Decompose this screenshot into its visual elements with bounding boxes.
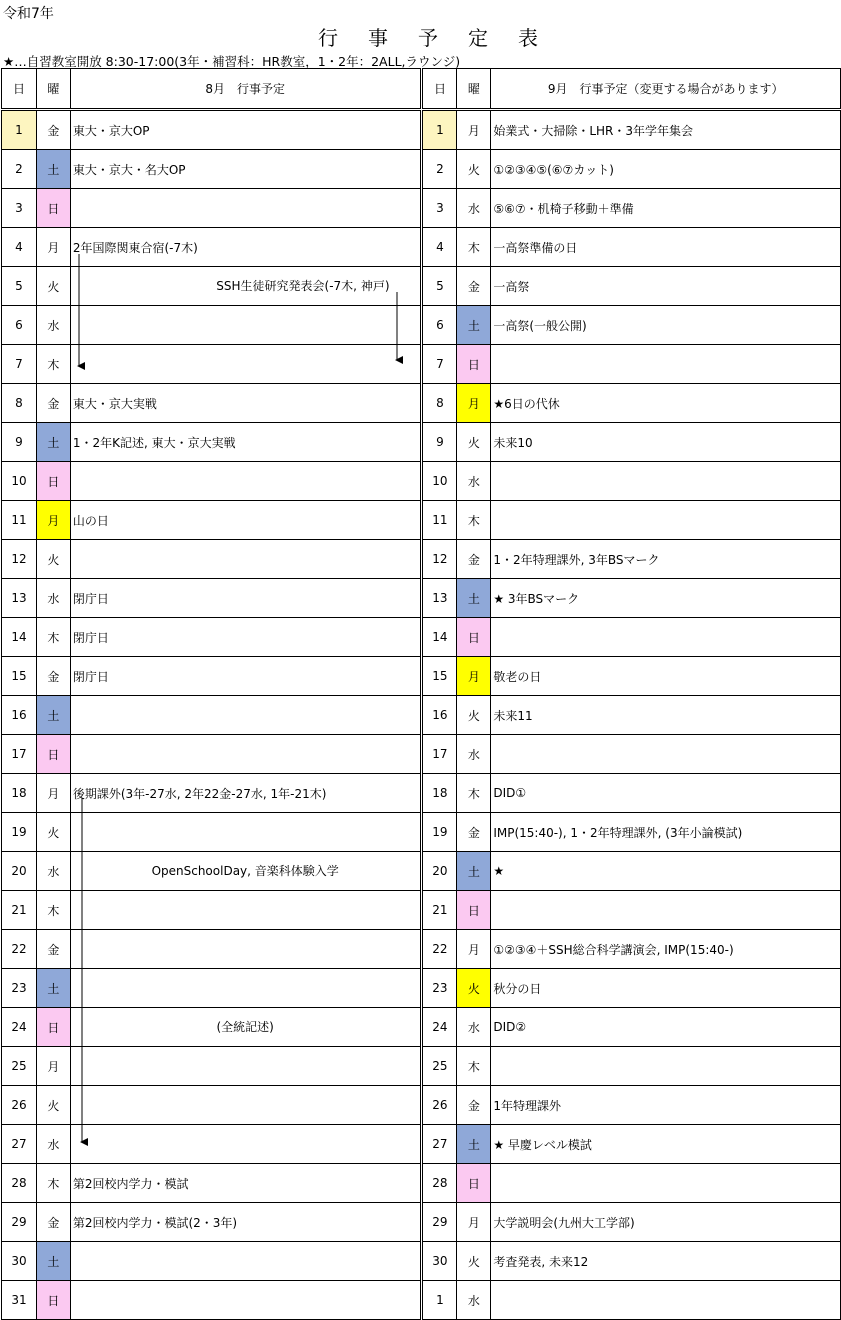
sep-day-cell: 22 xyxy=(423,930,457,969)
aug-event-text: (全統記述) xyxy=(216,1020,274,1034)
aug-weekday-cell: 月 xyxy=(36,501,70,540)
sep-weekday-cell: 月 xyxy=(457,1203,491,1242)
aug-day-cell: 6 xyxy=(2,306,37,345)
table-row xyxy=(2,501,841,540)
sep-event-cell xyxy=(491,1281,841,1320)
table-row xyxy=(2,423,841,462)
aug-event-cell xyxy=(70,1047,420,1086)
sep-event-cell: 始業式・大掃除・LHR・3年学年集会 xyxy=(491,110,841,150)
sep-day-cell: 27 xyxy=(423,1125,457,1164)
sep-weekday-cell: 火 xyxy=(457,1242,491,1281)
aug-event-text: 2年国際関東合宿(-7木) xyxy=(72,240,198,255)
aug-event-cell xyxy=(70,579,420,618)
aug-weekday-cell: 火 xyxy=(36,813,70,852)
sep-weekday-cell: 木 xyxy=(457,1047,491,1086)
sep-day-cell: 6 xyxy=(423,306,457,345)
sep-weekday-cell: 土 xyxy=(457,579,491,618)
sep-weekday-cell: 金 xyxy=(457,813,491,852)
sep-weekday-cell: 土 xyxy=(457,306,491,345)
sep-event-cell: 大学説明会(九州大工学部) xyxy=(491,1203,841,1242)
sep-event-cell xyxy=(491,1164,841,1203)
table-row xyxy=(2,306,841,345)
aug-day-cell: 27 xyxy=(2,1125,37,1164)
sep-weekday-cell: 金 xyxy=(457,540,491,579)
table-row xyxy=(2,1242,841,1281)
aug-event-cell xyxy=(70,462,420,501)
sep-weekday-cell: 水 xyxy=(457,1281,491,1320)
aug-weekday-cell: 土 xyxy=(36,150,70,189)
aug-event-text: 後期課外(3年-27水, 2年22金-27水, 1年-21木) xyxy=(72,786,327,801)
aug-weekday-cell: 木 xyxy=(36,891,70,930)
table-row xyxy=(2,1125,841,1164)
aug-event-text: 1・2年K記述, 東大・京大実戦 xyxy=(72,435,236,450)
aug-day-cell: 31 xyxy=(2,1281,37,1320)
aug-weekday-cell: 火 xyxy=(36,267,70,306)
sep-weekday-cell: 木 xyxy=(457,774,491,813)
aug-event-cell xyxy=(70,1125,420,1164)
aug-event-text: 第2回校内学力・模試(2・3年) xyxy=(72,1215,238,1230)
aug-weekday-cell: 水 xyxy=(36,1125,70,1164)
table-row xyxy=(2,228,841,267)
sep-event-cell: 一高祭準備の日 xyxy=(491,228,841,267)
aug-weekday-cell: 木 xyxy=(36,1164,70,1203)
sep-day-cell: 24 xyxy=(423,1008,457,1047)
sep-event-cell xyxy=(491,345,841,384)
sep-day-cell: 10 xyxy=(423,462,457,501)
sep-weekday-cell: 月 xyxy=(457,110,491,150)
aug-event-cell xyxy=(70,969,420,1008)
aug-day-cell: 24 xyxy=(2,1008,37,1047)
aug-event-text: 閉庁日 xyxy=(72,591,109,606)
aug-day-cell: 25 xyxy=(2,1047,37,1086)
sep-event-cell: ①②③④⑤(⑥⑦カット) xyxy=(491,150,841,189)
aug-day-cell: 16 xyxy=(2,696,37,735)
table-row xyxy=(2,618,841,657)
sep-day-cell: 2 xyxy=(423,150,457,189)
sep-weekday-cell: 火 xyxy=(457,423,491,462)
sep-day-cell: 14 xyxy=(423,618,457,657)
sep-day-cell: 25 xyxy=(423,1047,457,1086)
sep-day-cell: 20 xyxy=(423,852,457,891)
aug-day-cell: 12 xyxy=(2,540,37,579)
sep-weekday-cell: 日 xyxy=(457,618,491,657)
table-row xyxy=(2,579,841,618)
aug-weekday-cell: 日 xyxy=(36,1281,70,1320)
sep-event-cell: 1年特理課外 xyxy=(491,1086,841,1125)
aug-weekday-cell: 金 xyxy=(36,1203,70,1242)
table-row xyxy=(2,657,841,696)
aug-day-cell: 9 xyxy=(2,423,37,462)
aug-day-cell: 30 xyxy=(2,1242,37,1281)
sep-day-cell: 12 xyxy=(423,540,457,579)
aug-event-cell xyxy=(70,618,420,657)
sep-weekday-cell: 金 xyxy=(457,1086,491,1125)
table-row xyxy=(2,1281,841,1320)
aug-weekday-cell: 月 xyxy=(36,228,70,267)
table-row xyxy=(2,852,841,891)
sep-event-cell: IMP(15:40-), 1・2年特理課外, (3年小論模試) xyxy=(491,813,841,852)
aug-day-cell: 20 xyxy=(2,852,37,891)
sep-weekday-cell: 水 xyxy=(457,189,491,228)
sep-day-cell: 30 xyxy=(423,1242,457,1281)
sep-weekday-cell: 月 xyxy=(457,930,491,969)
sep-weekday-cell: 火 xyxy=(457,969,491,1008)
sep-event-cell xyxy=(491,1047,841,1086)
sep-weekday-cell: 水 xyxy=(457,1008,491,1047)
aug-day-cell: 19 xyxy=(2,813,37,852)
table-row xyxy=(2,813,841,852)
table-row xyxy=(2,462,841,501)
sep-weekday-cell: 金 xyxy=(457,267,491,306)
aug-event-text: 第2回校内学力・模試 xyxy=(72,1176,189,1191)
aug-weekday-header: 曜 xyxy=(36,69,70,110)
aug-day-cell: 14 xyxy=(2,618,37,657)
aug-weekday-cell: 土 xyxy=(36,696,70,735)
sep-weekday-cell: 水 xyxy=(457,735,491,774)
sep-day-cell: 8 xyxy=(423,384,457,423)
sep-day-header: 日 xyxy=(423,69,457,110)
sep-day-cell: 7 xyxy=(423,345,457,384)
aug-weekday-cell: 水 xyxy=(36,306,70,345)
table-row xyxy=(2,1086,841,1125)
aug-day-cell: 22 xyxy=(2,930,37,969)
aug-event-cell xyxy=(70,891,420,930)
sep-day-cell: 17 xyxy=(423,735,457,774)
aug-weekday-cell: 木 xyxy=(36,345,70,384)
aug-day-header: 日 xyxy=(2,69,37,110)
sep-weekday-cell: 日 xyxy=(457,891,491,930)
aug-event-cell xyxy=(70,1086,420,1125)
aug-event-text: 閉庁日 xyxy=(72,630,109,645)
aug-weekday-cell: 金 xyxy=(36,657,70,696)
aug-event-cell xyxy=(70,696,420,735)
aug-event-cell xyxy=(70,813,420,852)
sep-day-cell: 3 xyxy=(423,189,457,228)
table-row xyxy=(2,540,841,579)
page-title: 行事予定表 xyxy=(318,26,568,50)
aug-weekday-cell: 土 xyxy=(36,1242,70,1281)
aug-weekday-cell: 木 xyxy=(36,618,70,657)
aug-day-cell: 1 xyxy=(2,110,37,150)
aug-events-header: 8月 行事予定 xyxy=(70,69,420,110)
aug-day-cell: 29 xyxy=(2,1203,37,1242)
aug-weekday-cell: 金 xyxy=(36,930,70,969)
aug-event-cell xyxy=(70,345,420,384)
sep-day-cell: 21 xyxy=(423,891,457,930)
aug-event-text: 東大・京大・名大OP xyxy=(72,162,186,177)
header-row xyxy=(2,69,841,110)
aug-weekday-cell: 水 xyxy=(36,579,70,618)
aug-weekday-cell: 月 xyxy=(36,774,70,813)
sep-event-cell xyxy=(491,501,841,540)
table-row xyxy=(2,1164,841,1203)
sep-weekday-cell: 土 xyxy=(457,1125,491,1164)
table-row xyxy=(2,384,841,423)
aug-day-cell: 8 xyxy=(2,384,37,423)
sep-weekday-cell: 月 xyxy=(457,657,491,696)
aug-event-cell xyxy=(70,267,420,306)
aug-weekday-cell: 火 xyxy=(36,1086,70,1125)
aug-event-cell xyxy=(70,423,420,462)
table-row xyxy=(2,735,841,774)
aug-event-text: OpenSchoolDay, 音楽科体験入学 xyxy=(151,864,339,878)
aug-weekday-cell: 月 xyxy=(36,1047,70,1086)
sep-event-cell: ★ 3年BSマーク xyxy=(491,579,841,618)
sep-day-cell: 1 xyxy=(423,1281,457,1320)
sep-day-cell: 23 xyxy=(423,969,457,1008)
table-row xyxy=(2,1203,841,1242)
sep-event-cell: 秋分の日 xyxy=(491,969,841,1008)
sep-weekday-cell: 木 xyxy=(457,501,491,540)
sep-weekday-header: 曜 xyxy=(457,69,491,110)
aug-event-cell xyxy=(70,1164,420,1203)
sep-day-cell: 11 xyxy=(423,501,457,540)
aug-event-cell xyxy=(70,501,420,540)
aug-weekday-cell: 金 xyxy=(36,384,70,423)
aug-event-cell xyxy=(70,852,420,891)
table-row xyxy=(2,267,841,306)
sep-weekday-cell: 土 xyxy=(457,852,491,891)
aug-event-text: SSH生徒研究発表会(-7木, 神戸) xyxy=(216,279,390,293)
aug-event-cell xyxy=(70,657,420,696)
aug-day-cell: 23 xyxy=(2,969,37,1008)
sep-weekday-cell: 木 xyxy=(457,228,491,267)
aug-weekday-cell: 火 xyxy=(36,540,70,579)
sep-day-cell: 18 xyxy=(423,774,457,813)
aug-event-cell xyxy=(70,540,420,579)
aug-day-cell: 21 xyxy=(2,891,37,930)
sep-event-cell: 未来11 xyxy=(491,696,841,735)
aug-day-cell: 17 xyxy=(2,735,37,774)
sep-event-cell: 未来10 xyxy=(491,423,841,462)
aug-day-cell: 3 xyxy=(2,189,37,228)
sep-weekday-cell: 日 xyxy=(457,345,491,384)
sep-event-cell: DID① xyxy=(491,774,841,813)
sep-day-cell: 16 xyxy=(423,696,457,735)
sep-weekday-cell: 日 xyxy=(457,1164,491,1203)
sep-day-cell: 29 xyxy=(423,1203,457,1242)
aug-event-cell xyxy=(70,384,420,423)
table-row xyxy=(2,110,841,150)
aug-event-cell xyxy=(70,1008,420,1047)
aug-day-cell: 18 xyxy=(2,774,37,813)
aug-day-cell: 10 xyxy=(2,462,37,501)
sep-event-cell: 1・2年特理課外, 3年BSマーク xyxy=(491,540,841,579)
aug-weekday-cell: 金 xyxy=(36,110,70,150)
aug-weekday-cell: 日 xyxy=(36,1008,70,1047)
sep-day-cell: 5 xyxy=(423,267,457,306)
sep-weekday-cell: 火 xyxy=(457,696,491,735)
sep-event-cell: ★ 早慶レベル模試 xyxy=(491,1125,841,1164)
sep-event-cell xyxy=(491,618,841,657)
sep-event-cell xyxy=(491,891,841,930)
schedule-table xyxy=(1,68,841,1320)
aug-event-cell xyxy=(70,1242,420,1281)
sep-event-cell xyxy=(491,735,841,774)
sep-event-cell: ★ xyxy=(491,852,841,891)
aug-event-cell xyxy=(70,150,420,189)
table-row xyxy=(2,150,841,189)
study-room-note: ★…自習教室開放 8:30-17:00(3年・補習科：HR教室，1・2年：2ALL,ラウンジ) xyxy=(3,54,461,69)
table-row xyxy=(2,189,841,228)
aug-day-cell: 2 xyxy=(2,150,37,189)
aug-event-text: 閉庁日 xyxy=(72,669,109,684)
sep-event-cell: 一高祭 xyxy=(491,267,841,306)
sep-event-cell: ①②③④＋SSH総合科学講演会, IMP(15:40-) xyxy=(491,930,841,969)
aug-day-cell: 13 xyxy=(2,579,37,618)
aug-event-cell xyxy=(70,1281,420,1320)
aug-day-cell: 11 xyxy=(2,501,37,540)
sep-weekday-cell: 月 xyxy=(457,384,491,423)
aug-event-cell xyxy=(70,306,420,345)
table-row xyxy=(2,774,841,813)
aug-day-cell: 7 xyxy=(2,345,37,384)
sep-event-cell: DID② xyxy=(491,1008,841,1047)
sep-day-cell: 13 xyxy=(423,579,457,618)
table-row xyxy=(2,930,841,969)
aug-day-cell: 15 xyxy=(2,657,37,696)
era-label: 令和7年 xyxy=(3,6,54,22)
sep-day-cell: 4 xyxy=(423,228,457,267)
sep-event-cell: 敬老の日 xyxy=(491,657,841,696)
aug-event-cell xyxy=(70,228,420,267)
sep-day-cell: 28 xyxy=(423,1164,457,1203)
aug-day-cell: 26 xyxy=(2,1086,37,1125)
table-row xyxy=(2,969,841,1008)
aug-weekday-cell: 日 xyxy=(36,189,70,228)
table-row xyxy=(2,345,841,384)
aug-event-cell xyxy=(70,110,420,150)
sep-weekday-cell: 火 xyxy=(457,150,491,189)
aug-event-cell xyxy=(70,1203,420,1242)
aug-weekday-cell: 日 xyxy=(36,462,70,501)
sep-events-header: 9月 行事予定（変更する場合があります） xyxy=(491,69,841,110)
sep-day-cell: 26 xyxy=(423,1086,457,1125)
table-row xyxy=(2,1008,841,1047)
aug-day-cell: 5 xyxy=(2,267,37,306)
sep-event-cell xyxy=(491,462,841,501)
sep-weekday-cell: 水 xyxy=(457,462,491,501)
aug-weekday-cell: 土 xyxy=(36,423,70,462)
sep-event-cell: ⑤⑥⑦・机椅子移動＋準備 xyxy=(491,189,841,228)
aug-event-text: 山の日 xyxy=(72,513,109,528)
sep-event-cell: 考査発表, 未来12 xyxy=(491,1242,841,1281)
aug-event-text: 東大・京大実戦 xyxy=(72,396,157,411)
table-row xyxy=(2,891,841,930)
aug-day-cell: 4 xyxy=(2,228,37,267)
aug-weekday-cell: 日 xyxy=(36,735,70,774)
sep-day-cell: 19 xyxy=(423,813,457,852)
sep-day-cell: 15 xyxy=(423,657,457,696)
aug-weekday-cell: 水 xyxy=(36,852,70,891)
aug-event-text: 東大・京大OP xyxy=(72,123,150,138)
aug-weekday-cell: 土 xyxy=(36,969,70,1008)
table-row xyxy=(2,1047,841,1086)
sep-event-cell: ★6日の代休 xyxy=(491,384,841,423)
aug-day-cell: 28 xyxy=(2,1164,37,1203)
aug-event-cell xyxy=(70,735,420,774)
aug-event-cell xyxy=(70,189,420,228)
table-row xyxy=(2,696,841,735)
aug-event-cell xyxy=(70,774,420,813)
sep-event-cell: 一高祭(一般公開) xyxy=(491,306,841,345)
aug-event-cell xyxy=(70,930,420,969)
sep-day-cell: 1 xyxy=(423,110,457,150)
sep-day-cell: 9 xyxy=(423,423,457,462)
